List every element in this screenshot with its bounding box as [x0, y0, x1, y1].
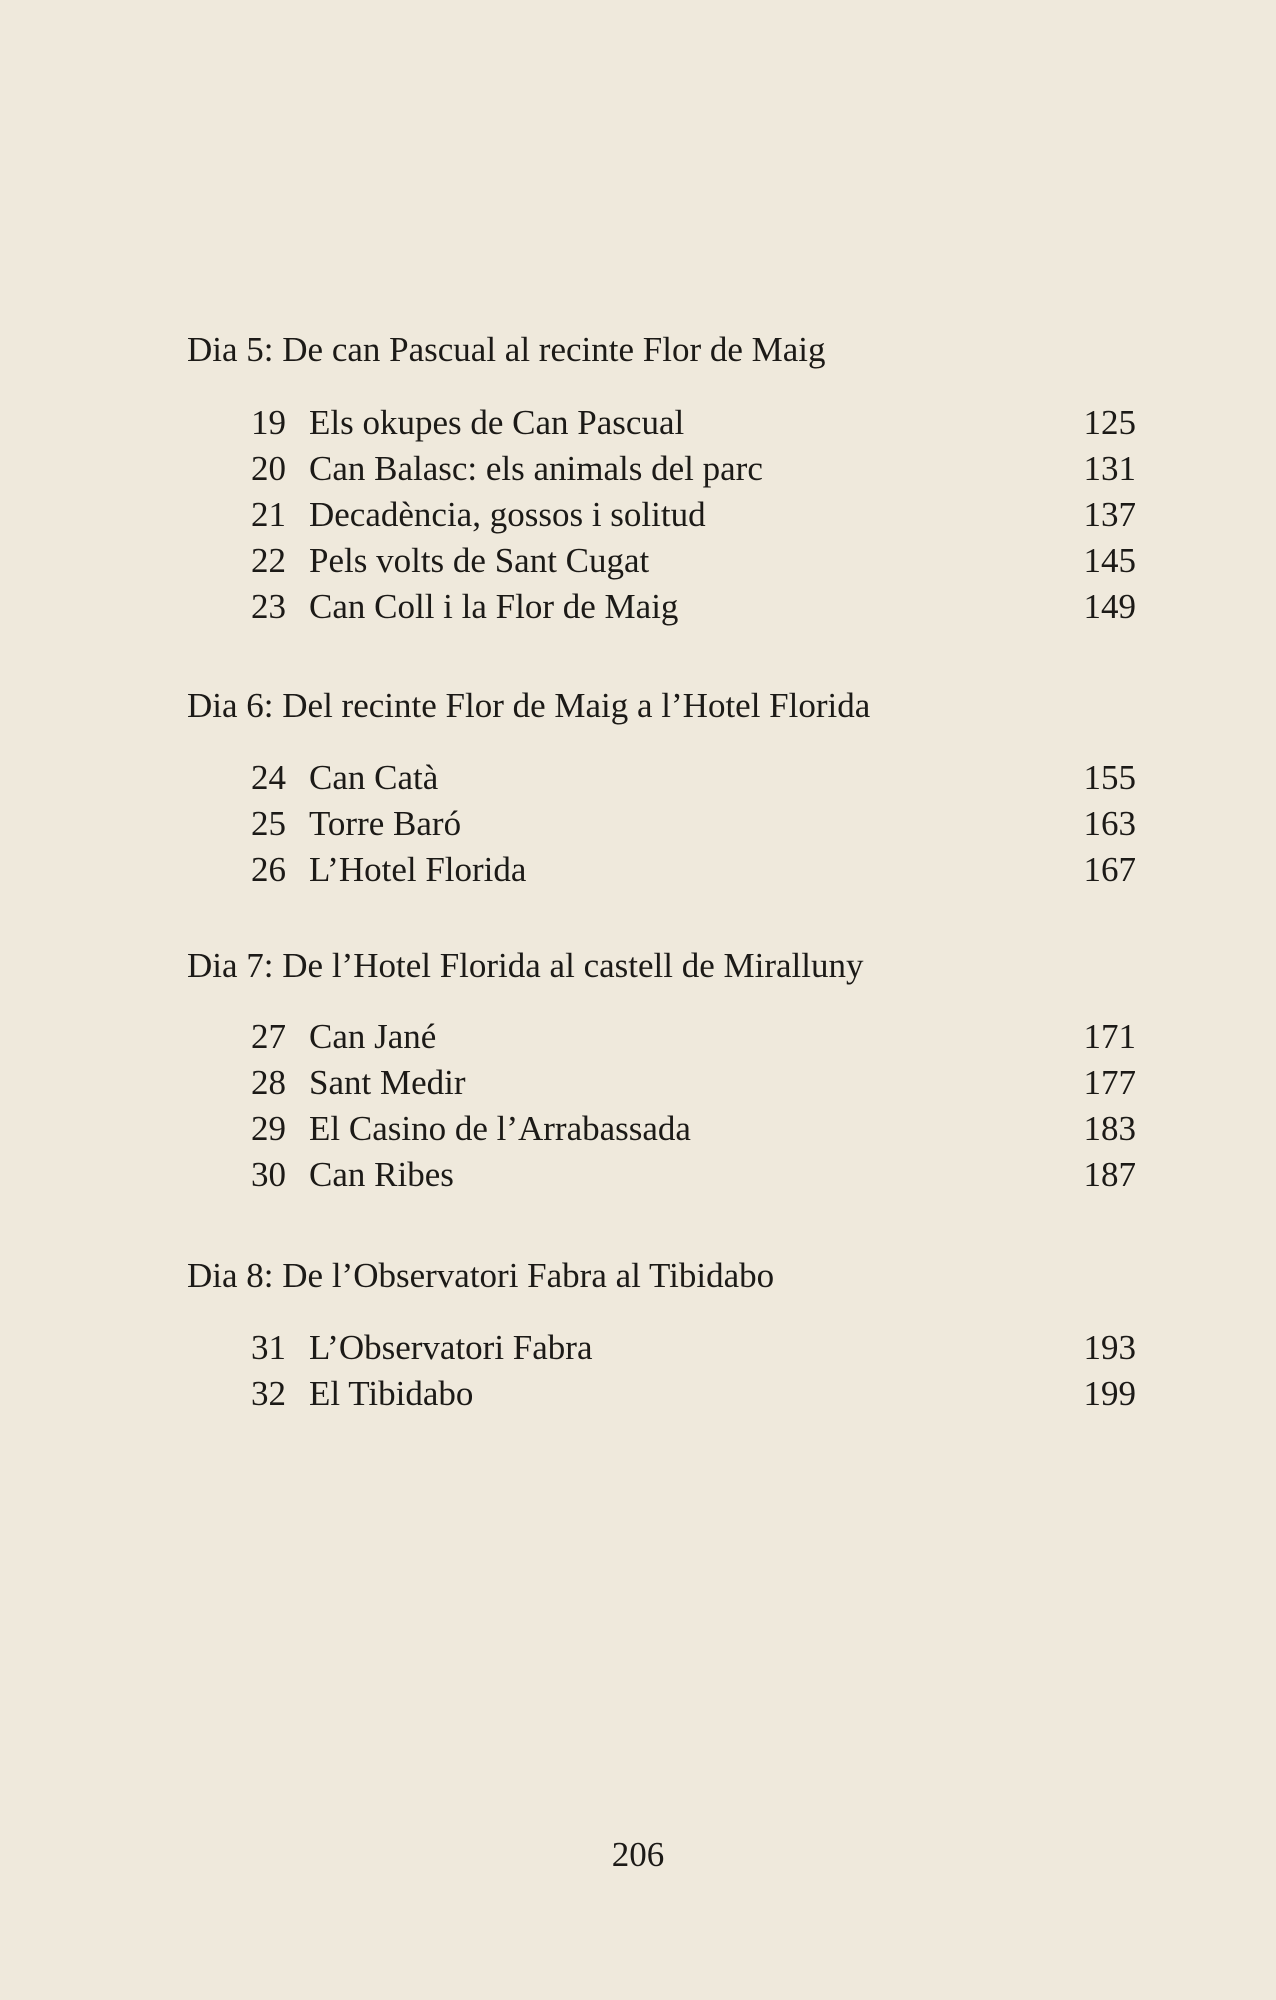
toc-entry [0, 1060, 1276, 1106]
toc-entry [0, 801, 1276, 847]
chapter-title: Torre Baró [309, 804, 462, 843]
toc-entry [0, 1325, 1276, 1371]
chapter-title: L’Observatori Fabra [309, 1328, 593, 1367]
section-heading: Dia 7: De l’Hotel Florida al castell de Miralluny [187, 946, 864, 985]
chapter-number: 28 [251, 1063, 286, 1102]
toc-entry [0, 446, 1276, 492]
page-number: 149 [1083, 587, 1136, 626]
page-number: 193 [1083, 1328, 1136, 1367]
page-number: 125 [1083, 403, 1136, 442]
section-heading: Dia 8: De l’Observatori Fabra al Tibidabo [187, 1256, 775, 1295]
toc-entry [0, 400, 1276, 446]
chapter-title: Can Coll i la Flor de Maig [309, 587, 679, 626]
toc-entry [0, 1152, 1276, 1198]
toc-entry [0, 1106, 1276, 1152]
chapter-title: Can Catà [309, 758, 439, 797]
chapter-number: 20 [251, 449, 286, 488]
chapter-title: L’Hotel Florida [309, 850, 527, 889]
chapter-number: 31 [251, 1328, 286, 1367]
toc-entry [0, 492, 1276, 538]
chapter-number: 29 [251, 1109, 286, 1148]
page-number: 199 [1083, 1374, 1136, 1413]
page-number: 163 [1083, 804, 1136, 843]
toc-entry [0, 538, 1276, 584]
chapter-number: 32 [251, 1374, 286, 1413]
chapter-title: Els okupes de Can Pascual [309, 403, 685, 442]
chapter-title: El Casino de l’Arrabassada [309, 1109, 691, 1148]
chapter-title: Can Ribes [309, 1155, 454, 1194]
chapter-number: 27 [251, 1017, 286, 1056]
page-number: 183 [1083, 1109, 1136, 1148]
chapter-number: 19 [251, 403, 286, 442]
section-heading: Dia 6: Del recinte Flor de Maig a l’Hotel Florida [187, 686, 871, 725]
page-number: 167 [1083, 850, 1136, 889]
chapter-number: 22 [251, 541, 286, 580]
toc-entry [0, 847, 1276, 893]
page-number: 187 [1083, 1155, 1136, 1194]
page-number: 177 [1083, 1063, 1136, 1102]
toc-entry [0, 1014, 1276, 1060]
chapter-number: 30 [251, 1155, 286, 1194]
chapter-number: 26 [251, 850, 286, 889]
chapter-title: El Tibidabo [309, 1374, 474, 1413]
chapter-number: 24 [251, 758, 286, 797]
chapter-title: Sant Medir [309, 1063, 466, 1102]
chapter-number: 23 [251, 587, 286, 626]
page-number: 171 [1083, 1017, 1136, 1056]
chapter-title: Can Balasc: els animals del parc [309, 449, 763, 488]
chapter-number: 25 [251, 804, 286, 843]
chapter-title: Can Jané [309, 1017, 437, 1056]
toc-entry [0, 584, 1276, 630]
chapter-number: 21 [251, 495, 286, 534]
chapter-title: Pels volts de Sant Cugat [309, 541, 650, 580]
chapter-title: Decadència, gossos i solitud [309, 495, 706, 534]
toc-entry [0, 1371, 1276, 1417]
toc-entry [0, 755, 1276, 801]
page-number: 145 [1083, 541, 1136, 580]
page-number: 131 [1083, 449, 1136, 488]
page-number: 155 [1083, 758, 1136, 797]
page-number: 137 [1083, 495, 1136, 534]
page-folio: 206 [611, 1835, 665, 1874]
section-heading: Dia 5: De can Pascual al recinte Flor de Maig [187, 330, 826, 369]
